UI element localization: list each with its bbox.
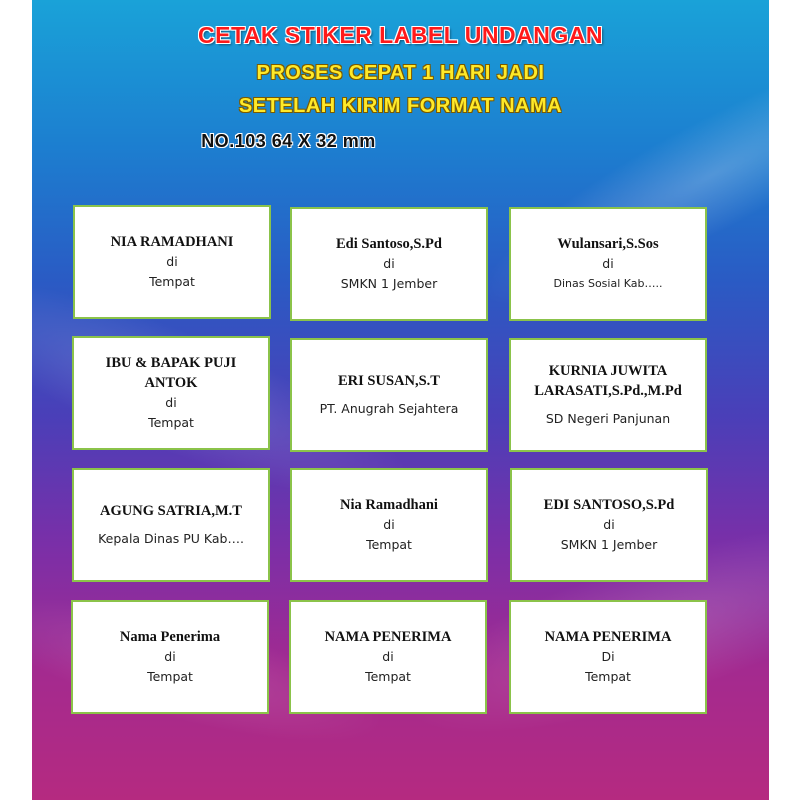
label-line-3: SMKN 1 Jember: [340, 276, 438, 291]
label-line-2: di: [382, 649, 394, 664]
label-line-2: di: [383, 256, 395, 271]
recipient-name: NIA RAMADHANI: [110, 234, 234, 250]
label-line-3: Tempat: [365, 669, 411, 684]
label-line-3: Dinas Sosial Kab…..: [553, 277, 663, 290]
recipient-name: Edi Santoso,S.Pd: [336, 236, 442, 252]
sticker-label: [72, 468, 270, 582]
label-line-2: di: [602, 256, 614, 271]
promo-poster: [32, 0, 769, 800]
label-line-2: di: [166, 254, 178, 269]
label-line-2: PT. Anugrah Sejahtera: [319, 401, 459, 416]
recipient-name: Nia Ramadhani: [340, 497, 438, 513]
headline-title: CETAK STIKER LABEL UNDANGAN: [198, 22, 603, 48]
label-line-2: SD Negeri Panjunan: [545, 411, 671, 426]
label-line-2: di: [383, 517, 395, 532]
label-line-3: Tempat: [147, 669, 193, 684]
label-line-3: SMKN 1 Jember: [560, 537, 658, 552]
headline-subtitle-1: PROSES CEPAT 1 HARI JADI: [256, 62, 545, 84]
recipient-name: NAMA PENERIMA: [324, 629, 452, 645]
label-line-2: di: [164, 649, 176, 664]
sticker-label: [290, 468, 488, 582]
label-line-2: di: [603, 517, 615, 532]
recipient-name: EDI SANTOSO,S.Pd: [543, 497, 675, 513]
recipient-name: Nama Penerima: [119, 629, 221, 645]
recipient-name: KURNIA JUWITA LARASATI,S.Pd.,M.Pd: [534, 363, 682, 399]
sticker-label: [509, 338, 707, 452]
sticker-label: [71, 600, 269, 714]
label-line-3: Tempat: [149, 274, 195, 289]
label-line-3: Tempat: [366, 537, 412, 552]
sticker-label: [290, 338, 488, 452]
recipient-name: Wulansari,S.Sos: [557, 236, 659, 252]
sticker-label: [509, 600, 707, 714]
label-line-2: di: [165, 395, 177, 410]
sticker-label: [289, 600, 487, 714]
label-line-2: Di: [601, 649, 615, 664]
label-line-3: Tempat: [148, 415, 194, 430]
label-line-2: Kepala Dinas PU Kab….: [98, 531, 244, 546]
sticker-label: [510, 468, 708, 582]
sticker-label: [72, 336, 270, 450]
sticker-label: [509, 207, 707, 321]
recipient-name: ERI SUSAN,S.T: [338, 373, 440, 389]
recipient-name: IBU & BAPAK PUJI ANTOK: [105, 355, 237, 391]
product-code: NO.103 64 X 32 mm: [201, 131, 376, 151]
recipient-name: NAMA PENERIMA: [544, 629, 672, 645]
sticker-label: [290, 207, 488, 321]
recipient-name: AGUNG SATRIA,M.T: [100, 503, 242, 519]
label-line-3: Tempat: [585, 669, 631, 684]
headline-subtitle-2: SETELAH KIRIM FORMAT NAMA: [238, 95, 563, 117]
sticker-label: [73, 205, 271, 319]
